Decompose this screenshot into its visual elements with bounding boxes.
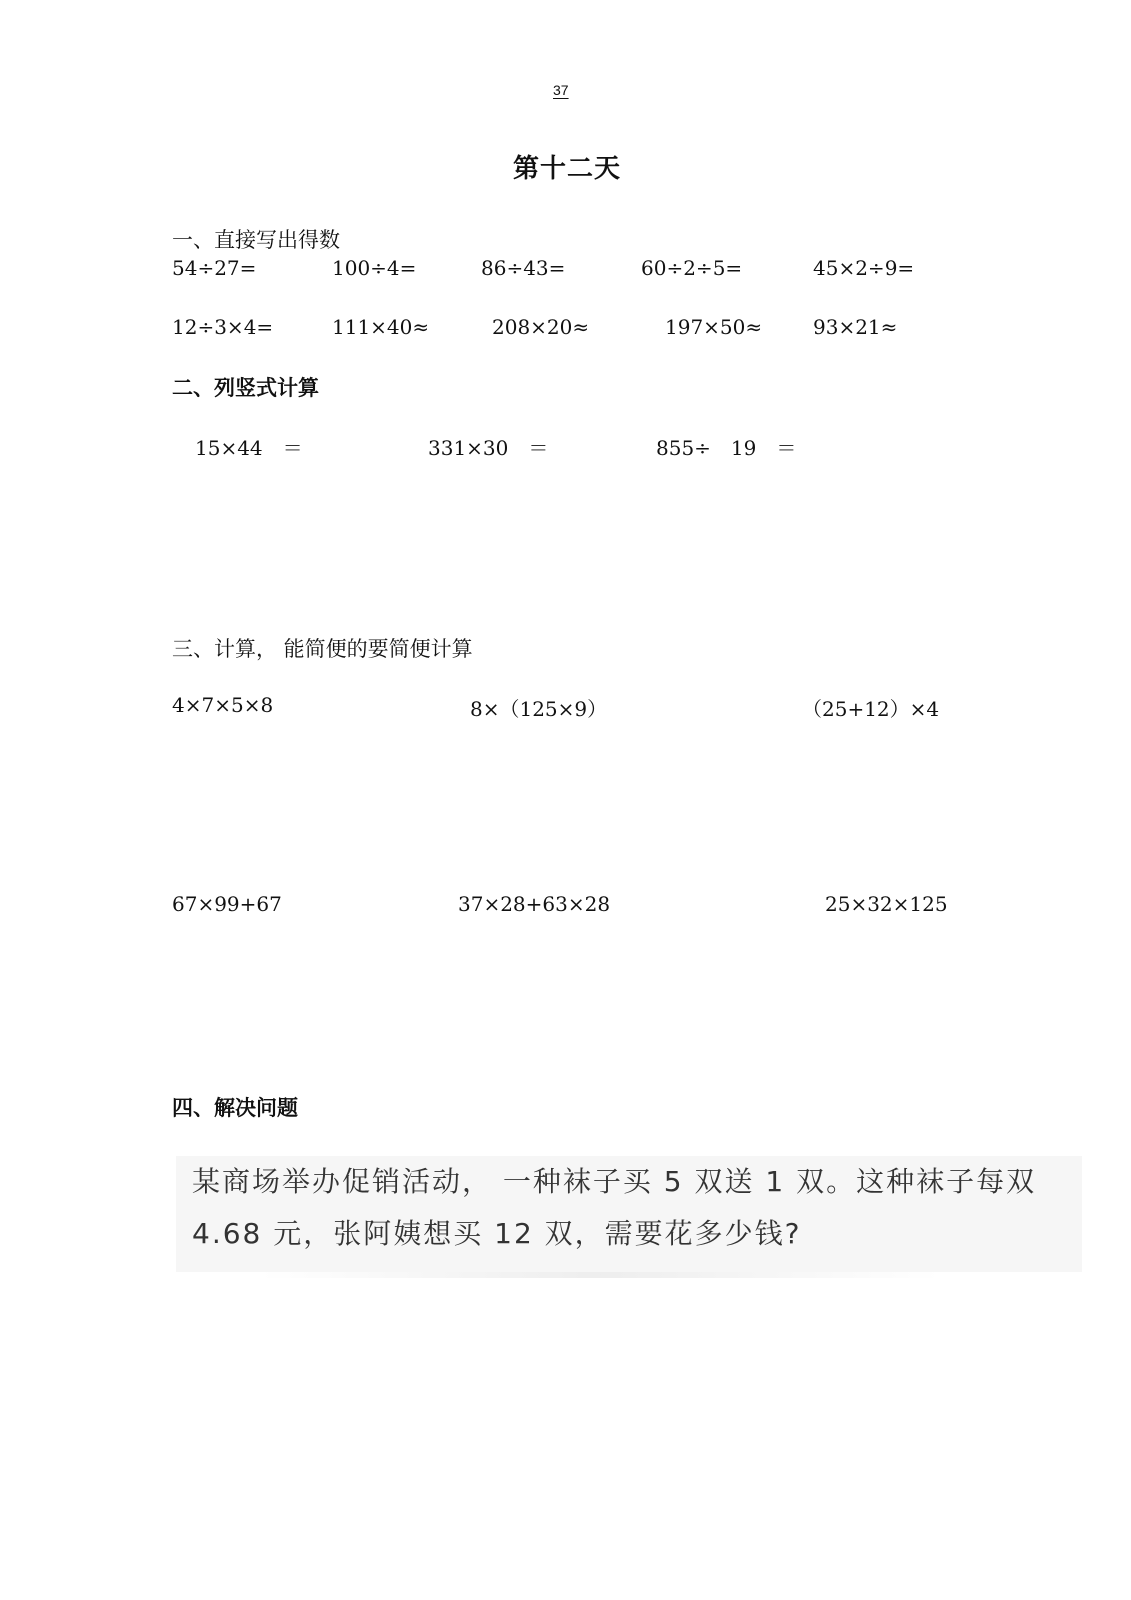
simplify-calc-item: 25×32×125 xyxy=(825,892,948,916)
word-problem-text: 某商场举办促销活动， 一种袜子买 5 双送 1 双。这种袜子每双 4.68 元，张阿姨想买 12 双，需要花多少钱? xyxy=(192,1165,1037,1250)
section3-heading: 三、计算， 能简便的要简便计算 xyxy=(172,637,473,661)
oral-calc-item: 86÷43= xyxy=(481,256,566,280)
oral-calc-item: 93×21≈ xyxy=(813,315,898,339)
section4-heading: 四、解决问题 xyxy=(172,1095,298,1120)
page-title: 第十二天 xyxy=(513,154,622,184)
section1-heading: 一、直接写出得数 xyxy=(172,228,340,252)
oral-calc-item: 208×20≈ xyxy=(492,315,590,339)
simplify-calc-item: 4×7×5×8 xyxy=(172,693,274,717)
simplify-calc-item: 37×28+63×28 xyxy=(458,892,611,916)
simplify-calc-item: 67×99+67 xyxy=(172,892,282,916)
oral-calc-item: 54÷27= xyxy=(172,256,257,280)
vertical-calc-item: 331×30 ＝ xyxy=(428,436,549,460)
scan-fade-decoration xyxy=(260,1272,940,1278)
oral-calc-item: 111×40≈ xyxy=(332,315,430,339)
oral-calc-item: 12÷3×4= xyxy=(172,315,274,339)
vertical-calc-item: 15×44 ＝ xyxy=(195,436,303,460)
oral-calc-item: 60÷2÷5= xyxy=(641,256,743,280)
section2-heading: 二、列竖式计算 xyxy=(172,375,319,400)
vertical-calc-item: 855÷ 19 ＝ xyxy=(656,436,797,460)
oral-calc-item: 197×50≈ xyxy=(665,315,763,339)
oral-calc-item: 45×2÷9= xyxy=(813,256,915,280)
page-number: 37 xyxy=(553,82,569,98)
simplify-calc-item: （25+12）×4 xyxy=(802,697,940,721)
word-problem-box xyxy=(176,1156,1082,1272)
simplify-calc-item: 8×（125×9） xyxy=(470,697,608,721)
oral-calc-item: 100÷4= xyxy=(332,256,417,280)
